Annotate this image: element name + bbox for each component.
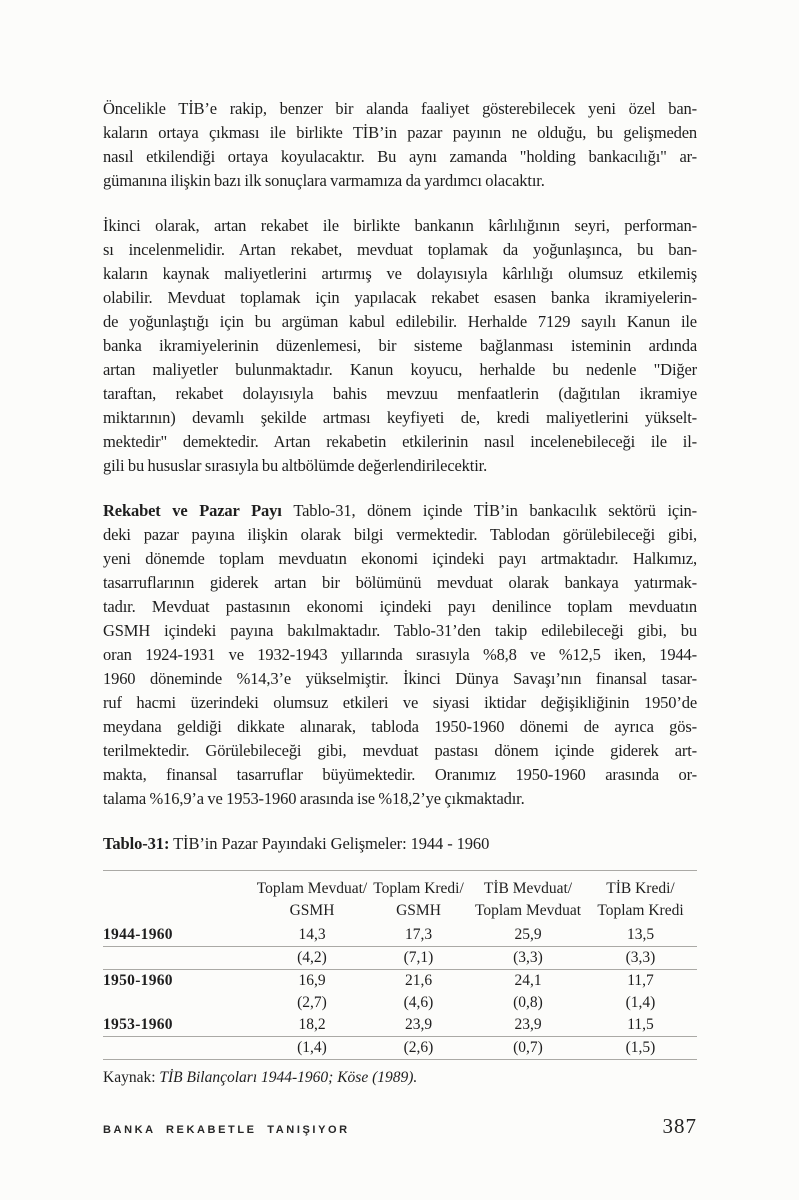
text-line: oran 1924-1931 ve 1932-1943 yıllarında sırasıyla %8,8 ve %12,5 iken, 1944-: [103, 645, 697, 664]
text-line: taraftan, rekabet dolayısıyla bahis mevzuu menfaatlerin (dağıtılan ikramiye: [103, 384, 697, 403]
row-period-label: 1944-1960: [103, 926, 173, 943]
table-cell: 24,1: [514, 972, 542, 989]
table-cell: 21,6: [404, 972, 433, 989]
table-cell: (4,2): [297, 949, 327, 966]
text-line: tadır. Mevduat pastasının ekonomi içindeki payı denilince toplam mevduatın: [103, 597, 697, 616]
text-line: de yoğunlaştığı için bu argüman kabul edilebilir. Herhalde 7129 sayılı Kanun ile: [103, 312, 697, 331]
text-line: yeni dönemde toplam mevduatın ekonomi içindeki payı artmaktadır. Halkımız,: [103, 549, 697, 568]
text-line: kaların ortaya çıkması ile birlikte TİB’in pazar payının ne olduğu, bu gelişmeden: [103, 123, 697, 142]
paragraph: [103, 499, 697, 811]
table-cell: 18,2: [298, 1016, 326, 1033]
table-header-line: TİB Kredi/: [606, 880, 675, 897]
table-subrow: [103, 1037, 697, 1060]
table-subrow: [103, 992, 697, 1014]
table-header-row: [103, 878, 697, 924]
table-header-line: Toplam Kredi/: [373, 880, 464, 897]
text-line: mektedir" demektedir. Artan rekabetin etkilerinin nasıl incelenebileceği ile il-: [103, 432, 697, 451]
table-cell: (1,4): [297, 1039, 327, 1056]
text-line: olabilir. Mevduat toplamak için yapılacak rekabet esasen banka ikramiyelerin-: [103, 288, 697, 307]
text-line: gümanına ilişkin bazı ilk sonuçlara varmamıza da yardımcı olacaktır.: [103, 171, 545, 190]
table-cell: 17,3: [404, 926, 433, 943]
table-cell: 23,9: [514, 1016, 542, 1033]
text-line: talama %16,9’a ve 1953-1960 arasında ise %18,2’ye çıkmaktadır.: [103, 789, 525, 808]
text-line: GSMH içindeki payına bakılmaktadır. Tablo-31’den takip edilebileceği gibi, bu: [103, 621, 697, 640]
text-line: terilmektedir. Görülebileceği gibi, mevduat pastası dönem içinde giderek art-: [103, 741, 697, 760]
table-cell: (3,3): [625, 949, 656, 966]
text-line: gili bu hususlar sırasıyla bu altbölümde değerlendirilecektir.: [103, 456, 488, 475]
text-line: meydana geldiği dikkate alınarak, tabloda 1950-1960 dönemi de ayrıca gös-: [103, 717, 697, 736]
table-cell: (1,4): [625, 994, 656, 1011]
inline-section-heading: Rekabet ve Pazar Payı: [103, 501, 294, 520]
text-line: artan maliyetler bulunmaktadır. Kanun koyucu, herhalde bu nedenle "Diğer: [103, 360, 697, 379]
table-cell: 11,5: [627, 1016, 654, 1033]
page-footer: [103, 1114, 697, 1139]
table-header-line: GSMH: [396, 902, 441, 919]
table-row: [103, 1014, 697, 1037]
table-cell: 25,9: [514, 926, 542, 943]
text-line: Öncelikle TİB’e rakip, benzer bir alanda faaliyet gösterebilecek yeni özel ban-: [103, 99, 697, 118]
table-cell: (7,1): [403, 949, 434, 966]
table-column-header: [373, 878, 464, 922]
text-line: Rekabet ve Pazar Payı Tablo-31, dönem içinde TİB’in bankacılık sektörü için-: [103, 501, 697, 520]
table-header-line: Toplam Mevduat: [474, 902, 582, 919]
paragraph: [103, 214, 697, 478]
table-caption-text: TİB’in Pazar Payındaki Gelişmeler: 1944 - 1960: [169, 834, 490, 853]
table-row: [103, 924, 697, 947]
text-line: makta, finansal tasarruflar büyümektedir. Oranımız 1950-1960 arasında or-: [103, 765, 697, 784]
table-column-header: [257, 878, 367, 922]
text-line: miktarının) devamlı şekilde artması keyfiyeti de, kredi maliyetlerini yükselt-: [103, 408, 697, 427]
text-line: deki pazar payına ilişkin olarak bilgi vermektedir. Tablodan görülebileceği gibi,: [103, 525, 697, 544]
page-number: 387: [662, 1114, 697, 1138]
table-subrow: [103, 947, 697, 970]
text-line: sı incelenmelidir. Artan rekabet, mevduat toplamak da yoğunlaşınca, bu ban-: [103, 240, 697, 259]
row-period-label: 1953-1960: [103, 1016, 173, 1033]
text-line: kaların kaynak maliyetlerini artırmış ve dolayısıyla kârlılığı olumsuz etkilemiş: [103, 264, 697, 283]
text-line: banka ikramiyelerinin düzenlemesi, bir sisteme bağlanması isteminin ardında: [103, 336, 697, 355]
table-header-line: Toplam Kredi: [597, 902, 684, 919]
text-line: nasıl etkilendiği ortaya koyulacaktır. Bu aynı zamanda "holding bankacılığı" ar-: [103, 147, 697, 166]
text-line: tasarruflarının giderek artan bir bölümünü mevduat olarak bankaya yatırmak-: [103, 573, 697, 592]
table-cell: 11,7: [627, 972, 654, 989]
body-paragraphs: [103, 97, 697, 811]
table-cell: 16,9: [298, 972, 326, 989]
row-period-label: 1950-1960: [103, 972, 173, 989]
table-column-header: [597, 878, 683, 922]
table-cell: (0,7): [513, 1039, 543, 1056]
table-header-line: TİB Mevduat/: [483, 880, 573, 897]
market-share-table: [103, 870, 697, 1060]
source-text: TİB Bilançoları 1944-1960; Köse (1989).: [159, 1069, 418, 1086]
table-column-header: [475, 878, 581, 922]
table-header-line: GSMH: [289, 902, 335, 919]
table-cell: 14,3: [298, 926, 326, 943]
text-line: ruf hacmi üzerindeki olumsuz etkileri ve siyasi iktidar değişikliğinin 1950’de: [103, 693, 697, 712]
table-cell: (2,7): [297, 994, 327, 1011]
table-cell: (1,5): [625, 1039, 656, 1056]
table-cell: (2,6): [403, 1039, 434, 1056]
table-cell: 13,5: [626, 926, 655, 943]
table-caption: [103, 832, 697, 856]
table-header-line: Toplam Mevduat/: [256, 880, 368, 897]
text-line: 1960 döneminde %14,3’e yükselmiştir. İkinci Dünya Savaşı’nın finansal tasar-: [103, 669, 697, 688]
table-source: [103, 1067, 697, 1089]
table-cell: (0,8): [513, 994, 543, 1011]
table-cell: (3,3): [513, 949, 543, 966]
source-label: Kaynak:: [103, 1069, 160, 1086]
text-line: İkinci olarak, artan rekabet ile birlikte bankanın kârlılığının seyri, performan-: [103, 216, 697, 235]
table-row: [103, 970, 697, 992]
table-cell: 23,9: [404, 1016, 433, 1033]
paragraph: [103, 97, 697, 193]
table-caption-label: Tablo-31:: [103, 834, 170, 853]
table-cell: (4,6): [403, 994, 434, 1011]
running-title: BANKA REKABETLE TANIŞIYOR: [103, 1124, 350, 1136]
